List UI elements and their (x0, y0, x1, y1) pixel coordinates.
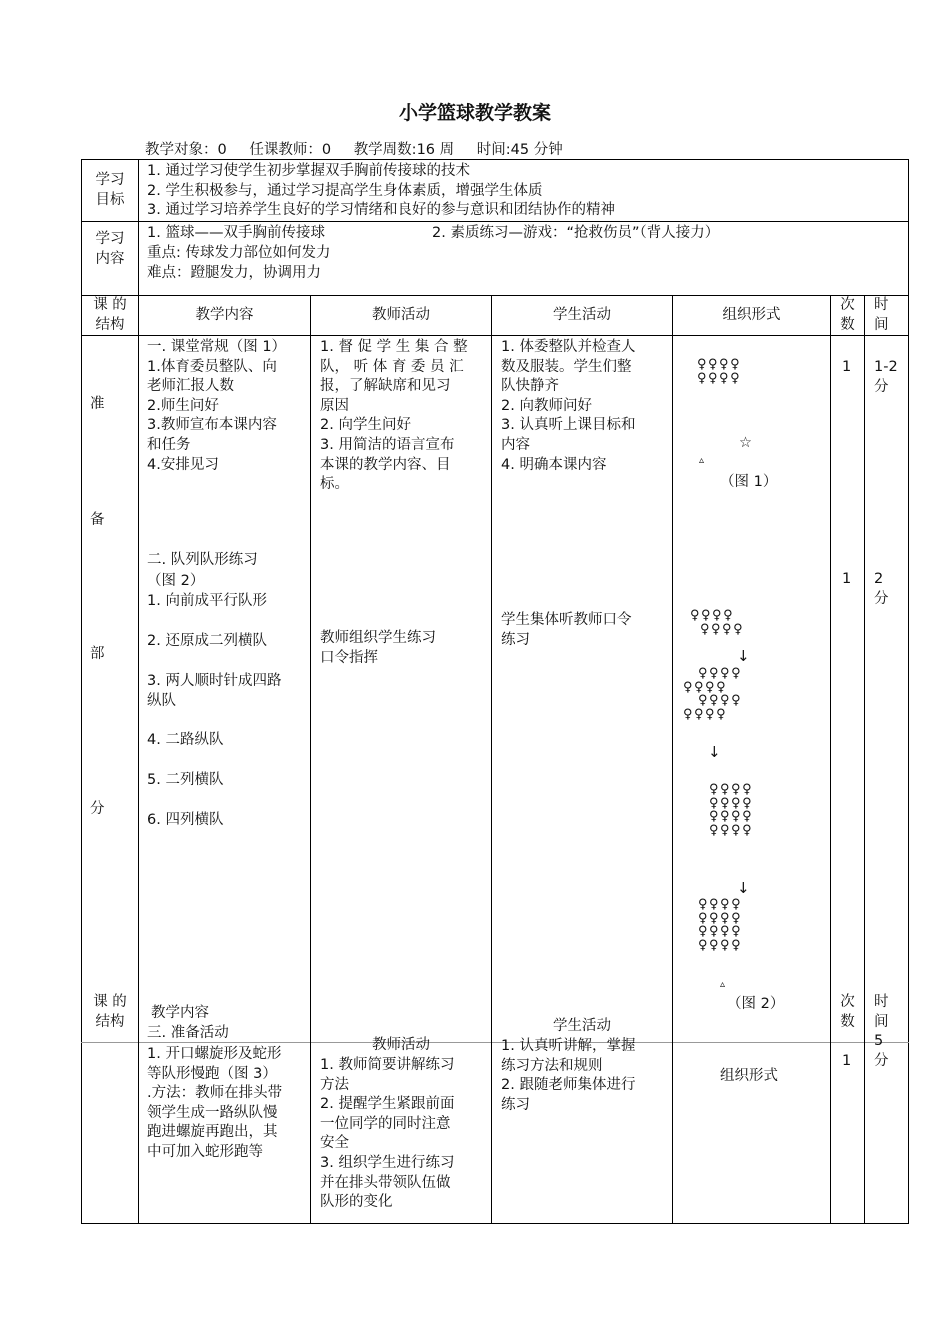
content-keypoint: 重点: 传球发力部位如何发力 (147, 245, 331, 261)
arrow-down-icon: ↓ (708, 743, 721, 761)
formation-figure-2c: ♀♀♀♀ ♀♀♀♀ ♀♀♀♀ ♀♀♀♀ (709, 782, 754, 838)
block2-fig-ref: （图 2） (147, 573, 205, 589)
header2-structure: 课 的 结构 (93, 994, 127, 1030)
goal-item: 3. 通过学习培养学生良好的学习情绪和良好的参与意识和团结协作的精神 (147, 202, 615, 219)
drill-item: 5. 二列横队 (147, 772, 224, 788)
drill-item: 2. 还原成二列横队 (147, 633, 267, 649)
block3-head: 三. 准备活动 (147, 1025, 229, 1041)
teacher-triangle-icon: ▵ (699, 455, 705, 466)
meta-object: 教学对象：0 (145, 142, 227, 158)
block3-count: 1 (842, 1053, 852, 1069)
header2-count: 次 数 (840, 994, 855, 1030)
goals-label: 学习 目标 (95, 172, 125, 208)
meta-time: 时间:45 分钟 (476, 142, 563, 158)
block2-time: 2 分 (874, 571, 889, 607)
block3-student: 1. 认真听讲解，掌握 练习方法和规则 2. 跟随老师集体进行 练习 (501, 1038, 636, 1113)
header-teacher: 教师活动 (372, 307, 430, 323)
section-char-2: 备 (90, 512, 105, 528)
block2-teacher: 教师组织学生练习 口令指挥 (320, 630, 436, 666)
block3-teacher: 1. 教师简要讲解练习 方法 2. 提醒学生紧跟前面 一位同学的同时注意 安全 3. 组织学生进行练习 并在排头带领队伍做 队形的变化 (320, 1057, 455, 1211)
block1-time: 1-2 分 (874, 359, 898, 395)
header-org: 组织形式 (722, 307, 781, 323)
goal-item: 1. 通过学习使学生初步掌握双手胸前传接球的技术 (147, 163, 470, 179)
block3-time: 5 分 (874, 1033, 889, 1069)
meta-teacher: 任课教师：0 (249, 142, 332, 158)
block1-content: 一. 课堂常规（图 1） 1.体育委员整队、向 老师汇报人数 2.师生问好 3.教师宣布本课内容 和任务 4.安排见习 (147, 339, 287, 473)
header2-content: 教学内容 (151, 1005, 209, 1021)
header-count: 次 数 (840, 297, 855, 333)
content-label: 学习 内容 (95, 231, 125, 267)
content-line1a: 1. 篮球——双手胸前传接球 (147, 225, 325, 241)
goals-list (147, 162, 615, 221)
header2-student: 学生活动 (553, 1018, 611, 1034)
header-time: 时 间 (874, 297, 889, 333)
formation-figure-2d: ♀♀♀♀ ♀♀♀♀ ♀♀♀♀ ♀♀♀♀ (698, 897, 743, 953)
header2-time: 时 间 (874, 994, 889, 1030)
page-title: 小学篮球教学教案 (398, 102, 551, 124)
block3-content: 1. 开口螺旋形及蛇形 等队形慢跑（图 3） .方法：教师在排头带 领学生成一路纵队慢 跑进螺旋再跑出，其 中可加入蛇形跑等 (147, 1046, 283, 1160)
section-char-4: 分 (90, 801, 105, 817)
drill-item: 4. 二路纵队 (147, 732, 224, 748)
teacher-triangle-icon: ▵ (720, 979, 726, 990)
block2-head: 二. 队列队形练习 (147, 552, 258, 568)
formation-figure-2a: ♀♀♀♀ ♀♀♀♀ (690, 608, 745, 637)
header-student: 学生活动 (553, 307, 611, 323)
drill-item: 6. 四列横队 (147, 812, 224, 828)
block2-student: 学生集体听教师口令 练习 (501, 612, 632, 648)
section-char-3: 部 (90, 646, 105, 662)
meta-weeks: 教学周数:16 周 (353, 142, 455, 158)
drill-item: 3. 两人顺时针成四路 纵队 (147, 673, 282, 709)
formation-figure-1: ♀♀♀♀ ♀♀♀♀ (697, 357, 742, 386)
header2-org: 组织形式 (720, 1068, 778, 1084)
goal-item: 2. 学生积极参与，通过学习提高学生身体素质，增强学生体质 (147, 182, 543, 199)
header2-teacher: 教师活动 (372, 1037, 430, 1053)
arrow-down-icon: ↓ (737, 647, 750, 665)
content-difficulty: 难点：蹬腿发力，协调用力 (147, 265, 321, 281)
block1-student: 1. 体委整队并检查人 数及服装。学生们整 队快静齐 2. 向教师问好 3. 认真听上课目标和 内容 4. 明确本课内容 (501, 339, 636, 473)
header-content: 教学内容 (195, 307, 254, 323)
content-line1b: 2. 素质练习—游戏：“抢救伤员”（背人接力） (432, 225, 720, 241)
block2-count: 1 (842, 571, 852, 587)
header-structure: 课 的 结构 (93, 297, 127, 333)
block1-teacher: 1. 督 促 学 生 集 合 整 队， 听 体 育 委 员 汇 报，了解缺席和见习 原因 2. 向学生问好 3. 用简洁的语言宣布 本课的教学内容、目 标。 (320, 339, 468, 493)
figure-caption-1: （图 1） (720, 474, 778, 490)
block1-count: 1 (842, 359, 852, 375)
meta-line (145, 138, 581, 159)
section-char-1: 准 (90, 396, 105, 412)
star-icon: ☆ (739, 435, 752, 451)
figure-caption-2: （图 2） (727, 996, 785, 1012)
arrow-down-icon: ↓ (737, 879, 750, 897)
drill-item: 1. 向前成平行队形 (147, 593, 267, 609)
formation-figure-2b: ♀♀♀♀ ♀♀♀♀ ♀♀♀♀ ♀♀♀♀ (683, 666, 743, 722)
